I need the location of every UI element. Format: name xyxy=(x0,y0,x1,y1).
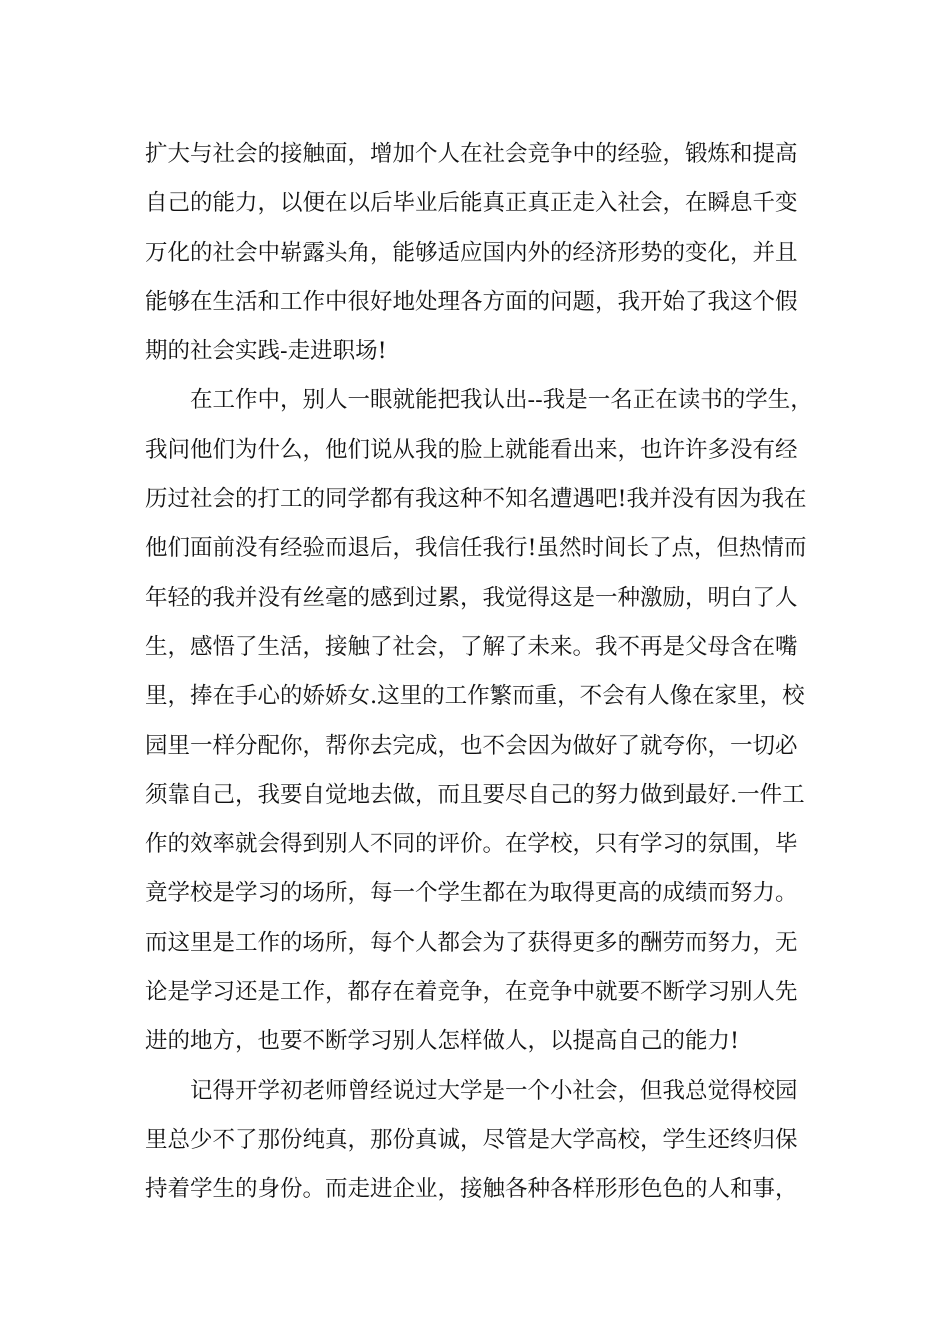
text-line: 生，感悟了生活，接触了社会，了解了未来。我不再是父母含在嘴 xyxy=(145,633,798,660)
text-line: 园里一样分配你，帮你去完成，也不会因为做好了就夸你，一切必 xyxy=(145,732,798,759)
text-line: 他们面前没有经验而退后，我信任我行!虽然时间长了点，但热情而 xyxy=(145,535,807,562)
text-line: 须靠自己，我要自觉地去做，而且要尽自己的努力做到最好.一件工 xyxy=(145,781,805,808)
text-line: 竟学校是学习的场所，每一个学生都在为取得更高的成绩而努力。 xyxy=(145,880,798,907)
text-line: 能够在生活和工作中很好地处理各方面的问题，我开始了我这个假 xyxy=(145,288,798,315)
text-line: 扩大与社会的接触面，增加个人在社会竞争中的经验，锻炼和提高 xyxy=(145,141,798,167)
text-line: 历过社会的打工的同学都有我这种不知名遭遇吧!我并没有因为我在 xyxy=(145,486,807,513)
body-text xyxy=(145,130,825,1215)
text-line: 进的地方，也要不断学习别人怎样做人，以提高自己的能力! xyxy=(145,1028,740,1055)
text-line: 而这里是工作的场所，每个人都会为了获得更多的酬劳而努力，无 xyxy=(145,929,798,956)
text-line: 持着学生的身份。而走进企业，接触各种各样形形色色的人和事， xyxy=(145,1176,798,1203)
text-line: 里，捧在手心的娇娇女.这里的工作繁而重，不会有人像在家里，校 xyxy=(145,683,805,710)
text-line: 自己的能力，以便在以后毕业后能真正真正走入社会，在瞬息千变 xyxy=(145,190,798,217)
text-line: 万化的社会中崭露头角，能够适应国内外的经济形势的变化，并且 xyxy=(145,239,798,266)
paragraph-first-line: 记得开学初老师曾经说过大学是一个小社会，但我总觉得校园 xyxy=(190,1077,798,1104)
paragraph-first-line: 在工作中，别人一眼就能把我认出--我是一名正在读书的学生， xyxy=(190,387,813,414)
text-line: 里总少不了那份纯真，那份真诚，尽管是大学高校，学生还终归保 xyxy=(145,1126,798,1153)
text-line: 我问他们为什么，他们说从我的脸上就能看出来，也许许多没有经 xyxy=(145,436,798,463)
text-line: 论是学习还是工作，都存在着竞争，在竞争中就要不断学习别人先 xyxy=(145,979,798,1006)
text-line: 年轻的我并没有丝毫的感到过累，我觉得这是一种激励，明白了人 xyxy=(145,584,798,611)
text-line: 期的社会实践-走进职场! xyxy=(145,338,387,365)
text-line: 作的效率就会得到别人不同的评价。在学校，只有学习的氛围，毕 xyxy=(145,831,798,858)
